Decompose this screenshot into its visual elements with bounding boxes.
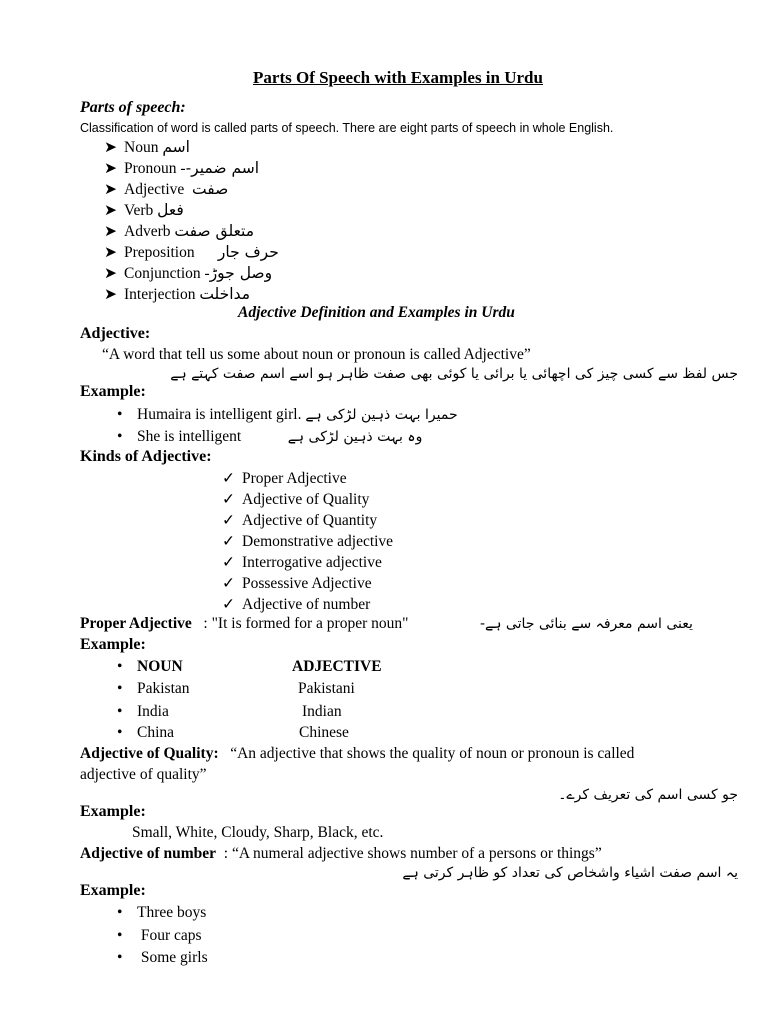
table-row: • NOUN [117, 658, 183, 675]
table-row: • India [117, 703, 169, 720]
example-label: Example: [80, 882, 146, 899]
list-item: • She is intelligent وہ بہت ذہین لڑکی ہے [117, 428, 423, 445]
list-item: ➤ Adjective صفت [104, 180, 229, 198]
bullet-dot-icon: • [117, 927, 123, 944]
table-row: • Pakistan [117, 680, 190, 697]
list-item: ✓ Adjective of number [222, 596, 371, 613]
list-item: ➤ Verb فعل [104, 201, 184, 219]
arrowhead-bullet-icon: ➤ [104, 265, 117, 282]
bullet-dot-icon: • [117, 904, 123, 921]
bullet-dot-icon: • [117, 658, 123, 675]
adjective-label: Adjective: [80, 325, 151, 342]
quality-example: Small, White, Cloudy, Sharp, Black, etc. [132, 824, 384, 841]
bullet-dot-icon: • [117, 949, 123, 966]
list-item: • Four caps [117, 927, 202, 944]
adjective-definition-urdu: جس لفظ سے کسی چیز کی اچھائی یا برائی یا کوئی بھی صفت ظاہر ہو اسے اسم صفت کہتے ہے [170, 366, 738, 382]
list-item: ✓ Demonstrative adjective [222, 533, 394, 550]
checkmark-icon: ✓ [222, 575, 235, 592]
list-item: ✓ Adjective of Quantity [222, 512, 378, 529]
arrowhead-bullet-icon: ➤ [104, 286, 117, 303]
list-item: ➤ Noun اسم [104, 138, 190, 156]
checkmark-icon: ✓ [222, 470, 235, 487]
list-item: ✓ Possessive Adjective [222, 575, 372, 592]
quality-line-2: adjective of quality” [80, 766, 207, 783]
bullet-dot-icon: • [117, 428, 123, 445]
arrowhead-bullet-icon: ➤ [104, 244, 117, 261]
list-item: ➤ Interjection مداخلت [104, 285, 251, 303]
table-row: • China [117, 724, 175, 741]
checkmark-icon: ✓ [222, 491, 235, 508]
example-label: Example: [80, 636, 146, 653]
example-label: Example: [80, 383, 146, 400]
bullet-dot-icon: • [117, 724, 123, 741]
list-item: • Some girls [117, 949, 208, 966]
proper-adjective-line: Proper Adjective : "It is formed for a proper noun" [80, 615, 409, 632]
arrowhead-bullet-icon: ➤ [104, 223, 117, 240]
quality-line-1: Adjective of Quality: “An adjective that shows the quality of noun or pronoun is called [80, 745, 635, 762]
bullet-dot-icon: • [117, 406, 123, 423]
page-title: Parts Of Speech with Examples in Urdu [253, 68, 543, 87]
section-title: Adjective Definition and Examples in Urdu [238, 304, 515, 321]
adjective-definition: “A word that tell us some about noun or pronoun is called Adjective” [102, 346, 531, 363]
arrowhead-bullet-icon: ➤ [104, 181, 117, 198]
kinds-label: Kinds of Adjective: [80, 448, 212, 465]
arrowhead-bullet-icon: ➤ [104, 202, 117, 219]
number-urdu: یہ اسم صفت اشیاء واشخاص کی تعداد کو ظاہر کرتی ہے [402, 865, 738, 881]
list-item: • Humaira is intelligent girl. حمیرا بہت ذہین لڑکی ہے [117, 406, 458, 423]
table-cell: ADJECTIVE [292, 658, 382, 675]
list-item: ➤ Pronoun -اسم ضمیر- [104, 159, 260, 177]
arrowhead-bullet-icon: ➤ [104, 139, 117, 156]
table-cell: Indian [302, 703, 342, 720]
list-item: ✓ Adjective of Quality [222, 491, 370, 508]
example-label: Example: [80, 803, 146, 820]
list-item: ➤ Preposition حرف جار [104, 243, 279, 261]
pos-intro: Classification of word is called parts of speech. There are eight parts of speech in whole English. [80, 121, 614, 135]
list-item: ✓ Proper Adjective [222, 470, 347, 487]
list-item: ✓ Interrogative adjective [222, 554, 382, 571]
arrowhead-bullet-icon: ➤ [104, 160, 117, 177]
checkmark-icon: ✓ [222, 554, 235, 571]
number-line: Adjective of number : “A numeral adjective shows number of a persons or things” [80, 845, 602, 862]
bullet-dot-icon: • [117, 680, 123, 697]
list-item: ➤ Adverb متعلق صفت [104, 222, 255, 240]
quality-urdu: جو کسی اسم کی تعریف کرے۔ [558, 787, 738, 803]
list-item: ➤ Conjunction -وصل جوڑ [104, 264, 273, 282]
bullet-dot-icon: • [117, 703, 123, 720]
table-cell: Pakistani [298, 680, 355, 697]
checkmark-icon: ✓ [222, 596, 235, 613]
checkmark-icon: ✓ [222, 533, 235, 550]
checkmark-icon: ✓ [222, 512, 235, 529]
table-cell: Chinese [299, 724, 349, 741]
list-item: • Three boys [117, 904, 207, 921]
proper-adjective-urdu: یعنی اسم معرفہ سے بنائی جاتی ہے- [480, 616, 693, 632]
pos-heading: Parts of speech: [80, 99, 186, 116]
